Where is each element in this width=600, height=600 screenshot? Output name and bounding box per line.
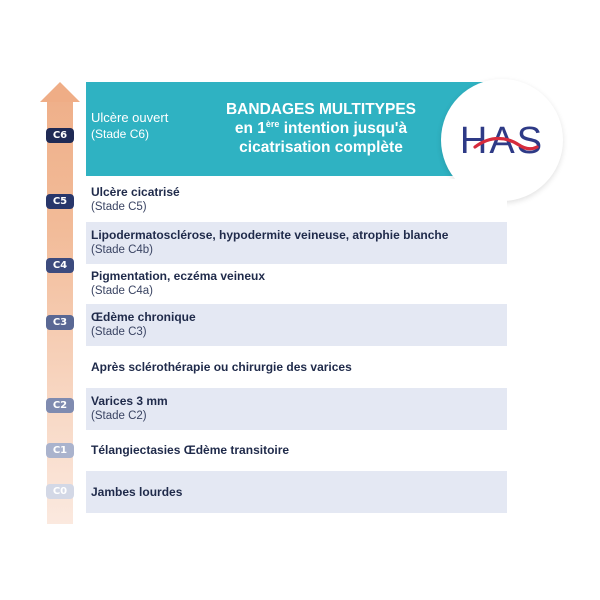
badge-c4: C4 [46, 258, 74, 273]
row-title: Lipodermatosclérose, hypodermite veineuse, atrophie blanche [91, 228, 449, 242]
badge-c0: C0 [46, 484, 74, 499]
svg-text:HAS: HAS [459, 120, 545, 162]
row-c4b [86, 222, 507, 264]
row-c2 [86, 388, 507, 430]
row-post-treatment [86, 346, 507, 388]
headline-line1: BANDAGES MULTITYPES [225, 101, 417, 118]
row-title: Œdème chronique [91, 310, 196, 324]
badge-c1: C1 [46, 443, 74, 458]
badge-c2: C2 [46, 398, 74, 413]
row-title: Varices 3 mm [91, 394, 168, 408]
row-subtitle: (Stade C2) [91, 410, 147, 422]
arrow-head [40, 82, 80, 102]
row-title: Après sclérothérapie ou chirurgie des varices [91, 359, 352, 374]
row-subtitle: (Stade C4b) [91, 244, 154, 256]
row-title: Ulcère cicatrisé [91, 185, 180, 199]
row-c0 [86, 471, 507, 513]
c6-title: Ulcère ouvert [91, 110, 169, 125]
row-c4a [86, 264, 507, 304]
c6-subtitle: (Stade C6) [91, 127, 150, 141]
row-title: Pigmentation, eczéma veineux [91, 269, 266, 283]
arrow-shaft [47, 100, 73, 524]
row-c5 [86, 179, 507, 221]
badge-c6: C6 [46, 128, 74, 143]
row-title: Jambes lourdes [91, 484, 183, 499]
c6-label [91, 109, 168, 143]
bandage-headline [196, 100, 446, 157]
row-c3 [86, 304, 507, 346]
row-subtitle: (Stade C5) [91, 201, 147, 213]
badge-c3: C3 [46, 315, 74, 330]
headline-line3: cicatrisation complète [239, 139, 403, 156]
row-title: Télangiectasies Œdème transitoire [91, 442, 290, 457]
row-subtitle: (Stade C3) [91, 326, 147, 338]
row-c1 [86, 430, 507, 470]
headline-line2: en 1ère intention jusqu'à [234, 119, 408, 137]
row-subtitle: (Stade C4a) [91, 285, 154, 297]
badge-c5: C5 [46, 194, 74, 209]
